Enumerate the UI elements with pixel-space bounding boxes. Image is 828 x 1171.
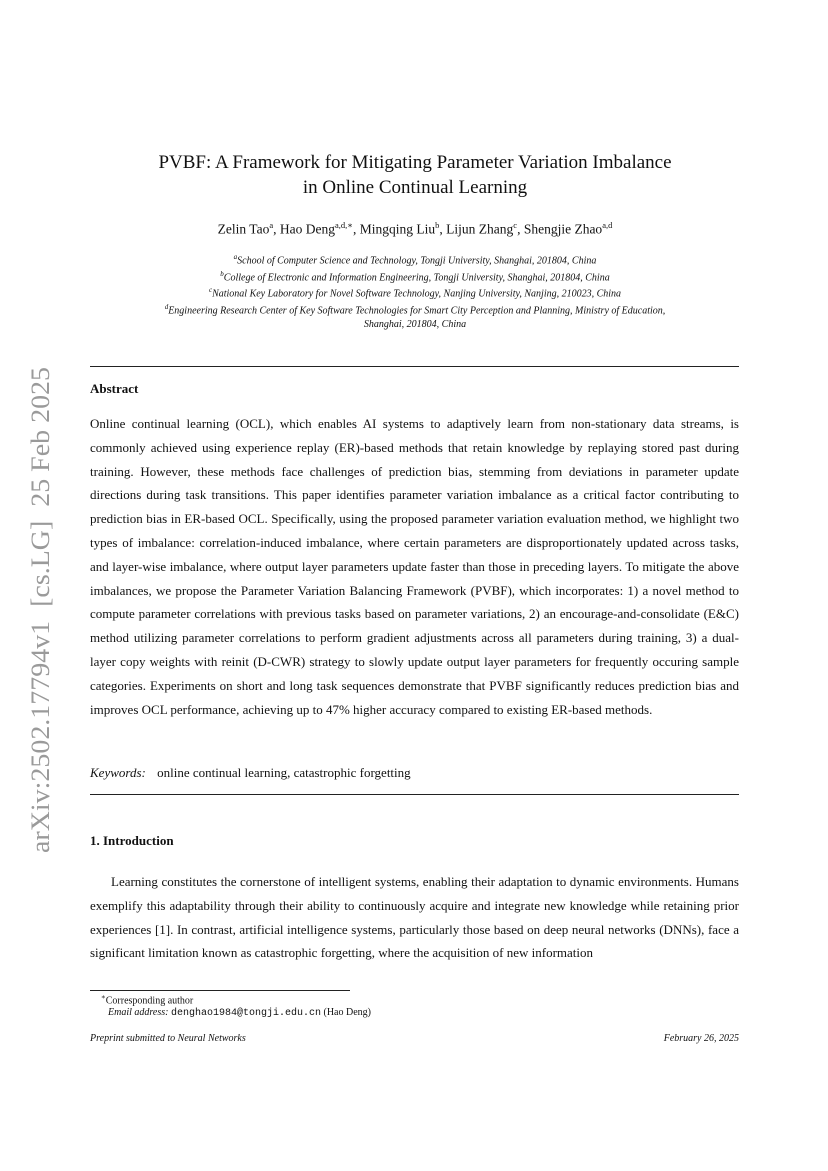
author-name: Lijun Zhang <box>446 221 514 237</box>
footer-preprint-note: Preprint submitted to Neural Networks <box>90 1033 246 1044</box>
keywords-label: Keywords: <box>90 765 146 780</box>
affiliation-text: Engineering Research Center of Key Software Technologies for Smart City Perception and Planning, Ministry of Education, Shanghai, 201804, China <box>168 305 666 330</box>
email-owner: (Hao Deng) <box>323 1007 371 1018</box>
affiliation-text: National Key Laboratory for Novel Software Technology, Nanjing University, Nanjing, 210023, China <box>212 288 622 300</box>
abstract-heading: Abstract <box>90 381 139 396</box>
affiliation-text: School of Computer Science and Technology, Tongji University, Shanghai, 201804, China <box>237 255 597 267</box>
author-affiliation-mark: a,d <box>602 220 613 230</box>
author-affiliation-mark: c <box>513 220 518 230</box>
author-name: Mingqing Liu <box>359 221 436 237</box>
abstract-bottom-rule <box>90 794 739 795</box>
affiliation-mark: d <box>164 303 169 312</box>
author-name: Zelin Tao <box>217 221 270 237</box>
introduction-text: Learning constitutes the cornerstone of intelligent systems, enabling their adaptation to dynamic environments. Humans exemplify this adaptability through their ability to continuously acquire and integrate new knowledge while retaining prior experiences [1]. In contrast, artificial intelligence systems, particularly those based on deep neural networks (DNNs), face a significant limitation known as catastrophic forgetting, where the acquisition of new information <box>90 874 739 961</box>
footnote-mark: ∗ <box>101 993 106 1001</box>
email-label: Email address: <box>108 1007 169 1018</box>
affiliation-line <box>150 251 680 268</box>
affiliation-line <box>150 284 680 301</box>
author-affiliation-mark: b <box>435 220 440 230</box>
author-affiliation-mark: a,d,∗ <box>334 220 354 230</box>
section-heading-introduction: 1. Introduction <box>90 833 174 848</box>
author-list <box>90 220 740 238</box>
abstract-top-rule <box>90 366 739 367</box>
abstract-text: Online continual learning (OCL), which enables AI systems to adaptively learn from non-stationary data streams, is commonly achieved using experience replay (ER)-based methods that retain knowledge by replaying stored past during training. However, these methods face challenges of prediction bias, stemming from deviations in parameter update directions during task transitions. This paper identifies parameter variation imbalance as a critical factor contributing to prediction bias in ER-based OCL. Specifically, using the proposed parameter variation evaluation method, we highlight two types of imbalance: correlation-induced imbalance, where certain parameters are disproportionately updated across tasks, and layer-wise imbalance, where output layer parameters update faster than those in preceding layers. To mitigate the above imbalances, we propose the Parameter Variation Balancing Framework (PVBF), which incorporates: 1) a novel method to compute parameter correlations with previous tasks based on parameter variations, 2) an encourage-and-consolidate (E&C) method utilizing parameter correlations to perform gradient adjustments across all parameters during training, 3) a dual-layer copy weights with reinit (D-CWR) strategy to slowly update output layer parameters for frequently occuring sample categories. Experiments on short and long task sequences demonstrate that PVBF significantly reduces prediction bias and improves OCL performance, achieving up to 47% higher accuracy compared to existing ER-based methods. <box>90 416 739 717</box>
paper-title <box>90 150 740 200</box>
footnote-email <box>108 1007 371 1019</box>
arxiv-stamp <box>20 365 56 855</box>
title-line-2: in Online Continual Learning <box>302 177 528 198</box>
affiliation-list <box>150 251 680 331</box>
author-separator: , <box>439 221 447 237</box>
footnote-rule <box>90 990 350 991</box>
footnote-corresponding-text: Corresponding author <box>105 995 194 1007</box>
email-address[interactable]: denghao1984@tongji.edu.cn <box>170 1008 321 1019</box>
author-name: Hao Deng <box>279 221 335 237</box>
title-line-1: PVBF: A Framework for Mitigating Parameter Variation Imbalance <box>158 152 672 173</box>
author-separator: , <box>517 221 524 237</box>
affiliation-line <box>150 301 680 331</box>
affiliation-mark: a <box>233 253 238 261</box>
author-affiliation-mark: a <box>269 220 274 230</box>
affiliation-mark: b <box>220 269 224 278</box>
keywords-text: online continual learning, catastrophic forgetting <box>157 765 411 780</box>
arxiv-stamp-svg <box>20 365 56 855</box>
affiliation-line <box>150 268 680 285</box>
affiliation-mark: c <box>208 286 213 295</box>
footer-date: February 26, 2025 <box>663 1033 739 1044</box>
author-separator: , <box>273 221 280 237</box>
arxiv-id-text: arXiv:2502.17794v1 [cs.LG] 25 Feb 2025 <box>26 400 55 853</box>
author-separator: , <box>353 221 360 237</box>
footnote-corresponding <box>101 993 193 1006</box>
keywords <box>90 765 411 781</box>
author-name: Shengjie Zhao <box>523 221 603 237</box>
affiliation-text: College of Electronic and Information Engineering, Tongji University, Shanghai, 201804, China <box>223 272 610 284</box>
